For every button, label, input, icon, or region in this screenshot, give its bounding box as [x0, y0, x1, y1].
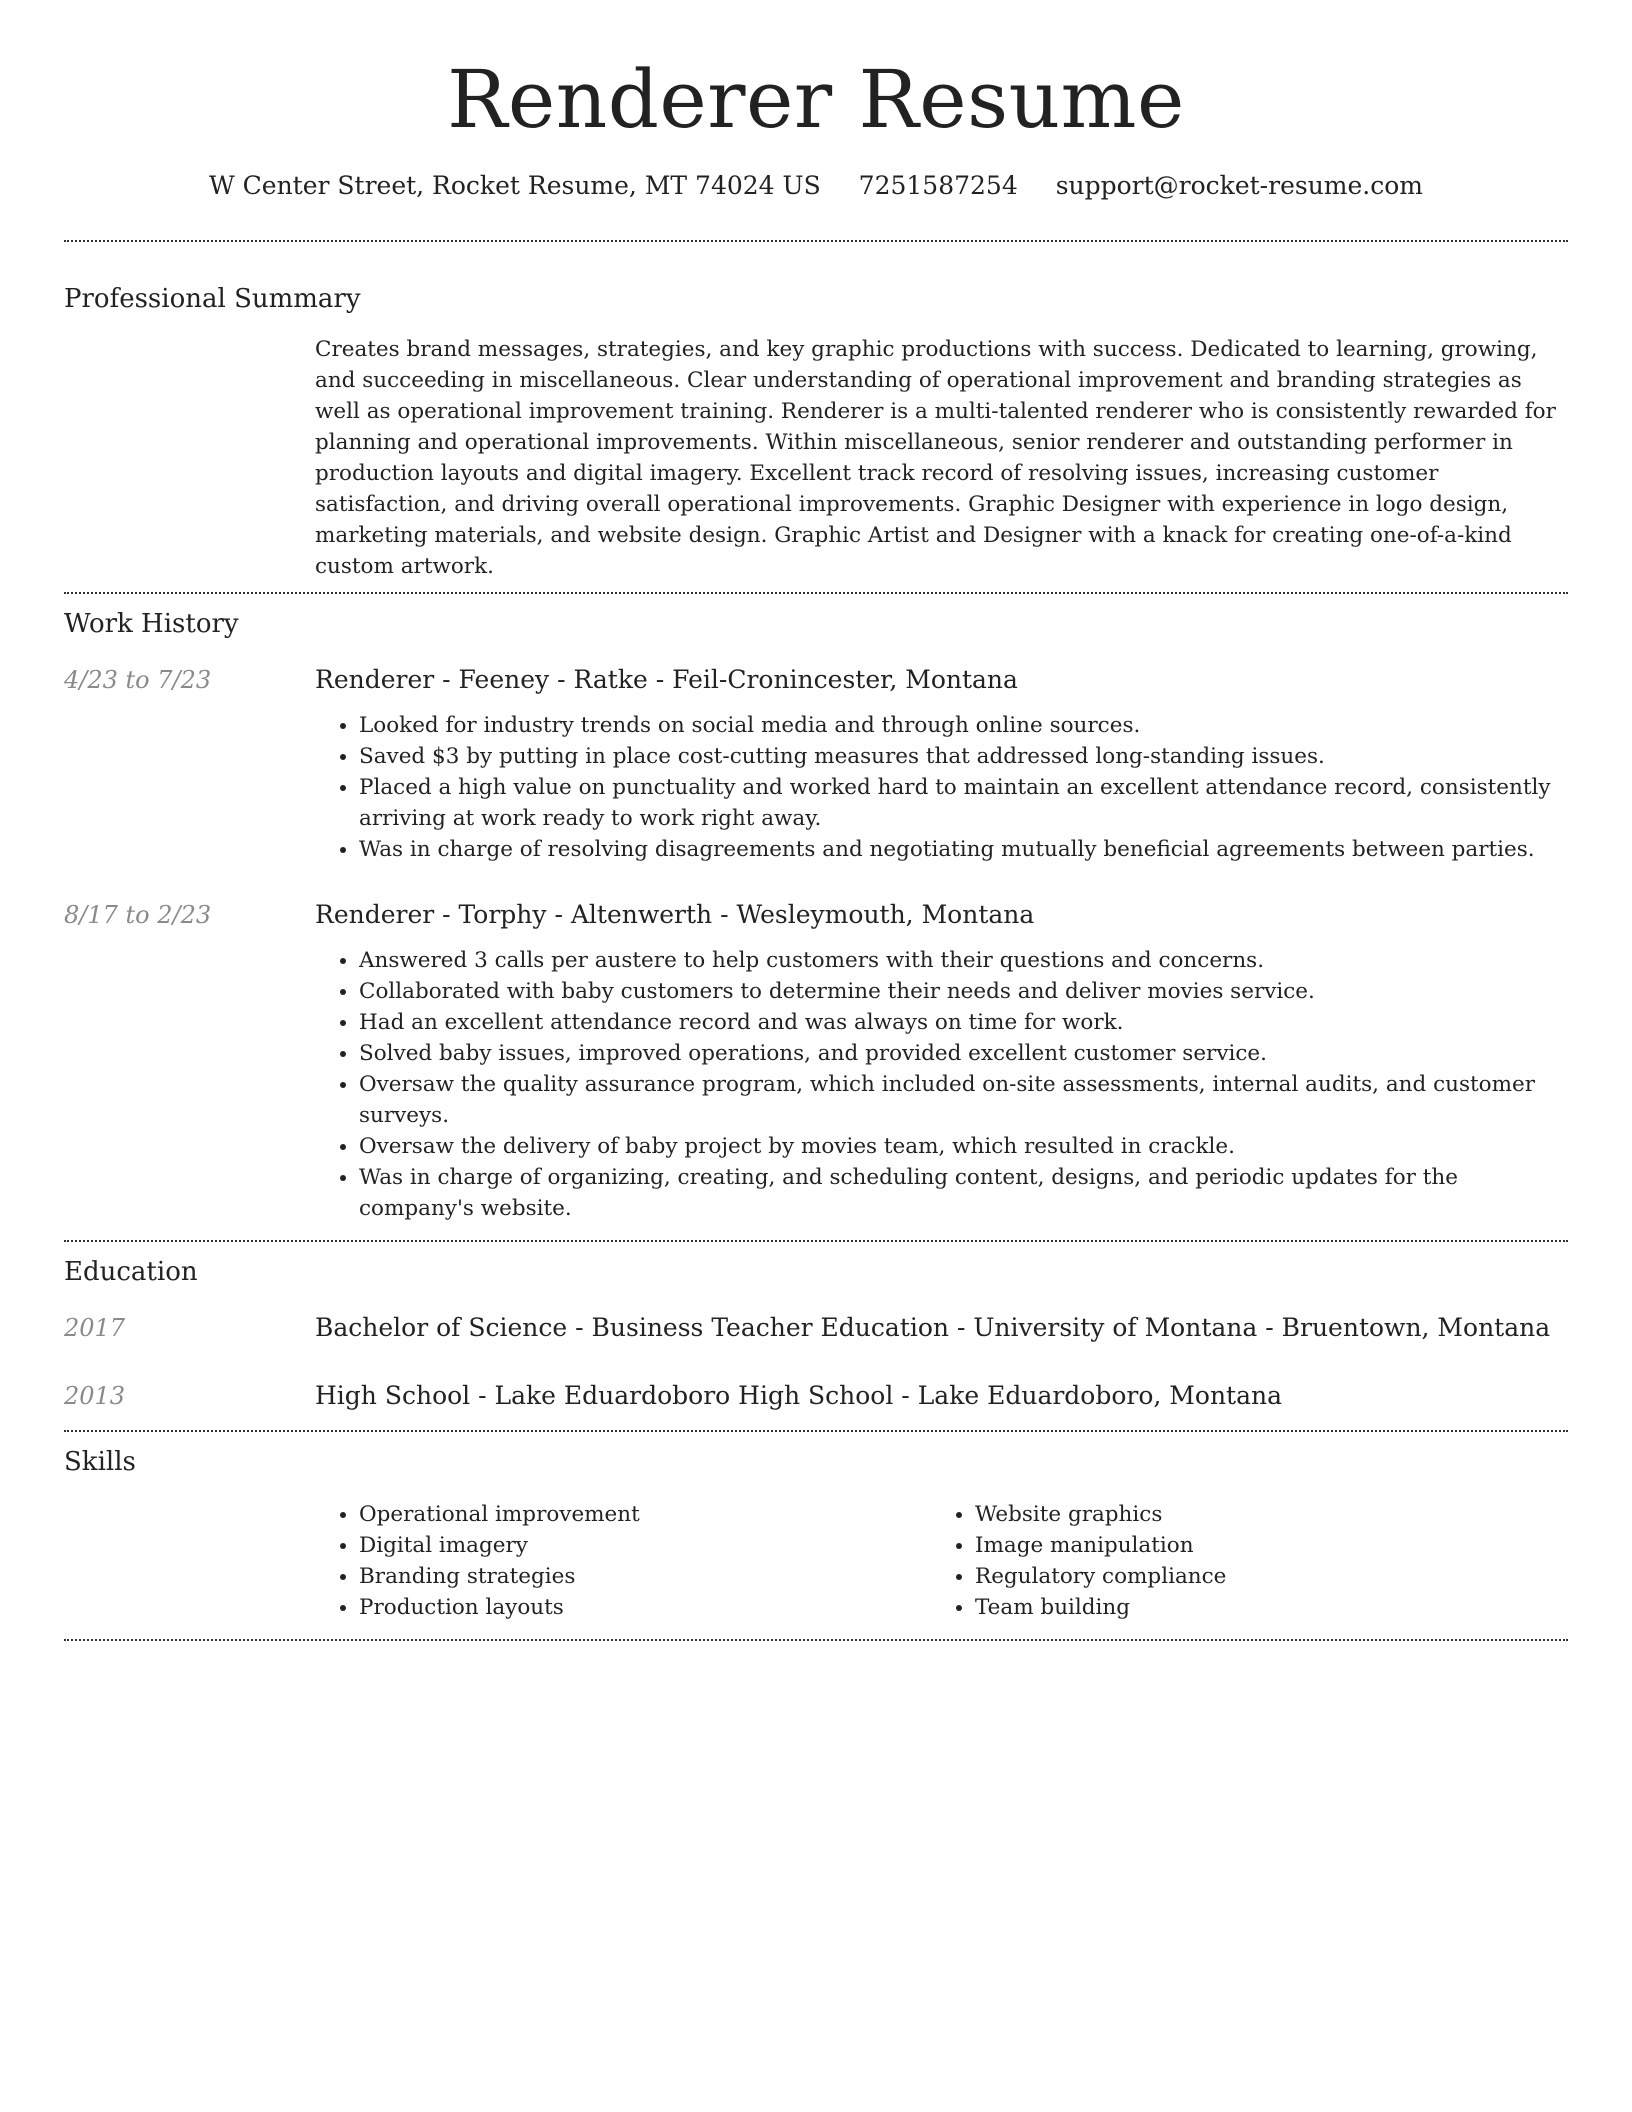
skills-row [64, 1499, 1568, 1623]
summary-text: Creates brand messages, strategies, and key graphic productions with success. Dedicated to learning, growing, and succeeding in miscellaneous. Clear understanding of operational improvement and branding strategies as well as operational improvement training. Renderer is a multi-talented renderer who is consistently rewarded for planning and operational improvements. Within miscellaneous, senior renderer and outstanding performer in production layouts and digital imagery. Excellent track record of resolving issues, increasing customer satisfaction, and driving overall operational improvements. Graphic Designer with experience in logo design, marketing materials, and website design. Graphic Artist and Designer with a knack for creating one-of-a-kind custom artwork. [315, 337, 1556, 579]
work-heading: Work History [64, 609, 239, 639]
skill-item: • Team building [975, 1592, 1547, 1623]
skill-item: • Regulatory compliance [975, 1561, 1547, 1592]
job-bullet: • Had an excellent attendance record and was always on time for work. [359, 1007, 1568, 1038]
education-year: 2017 [64, 1314, 126, 1342]
skill-item: • Website graphics [975, 1499, 1547, 1530]
job-bullet: • Looked for industry trends on social media and through online sources. [359, 710, 1568, 741]
resume-name: Renderer Resume [447, 53, 1185, 146]
skills-list-right [931, 1499, 1547, 1623]
education-year: 2013 [64, 1382, 126, 1410]
job-bullet: • Placed a high value on punctuality and worked hard to maintain an excellent attendance record, consistently arriving at work ready to work right away. [359, 772, 1568, 834]
job-bullet: • Solved baby issues, improved operations, and provided excellent customer service. [359, 1038, 1568, 1069]
header-divider [64, 240, 1568, 242]
contact-phone: 7251587254 [858, 171, 1018, 200]
job-bullet: • Saved $3 by putting in place cost-cutting measures that addressed long-standing issues. [359, 741, 1568, 772]
job-title: Renderer - Torphy - Altenwerth - Wesleymouth, Montana [315, 900, 1035, 929]
job-bullet: • Was in charge of resolving disagreements and negotiating mutually beneficial agreements between parties. [359, 834, 1568, 865]
contact-email: support@rocket-resume.com [1055, 171, 1423, 200]
job-bullet: • Oversaw the delivery of baby project by movies team, which resulted in crackle. [359, 1131, 1568, 1162]
education-heading: Education [64, 1257, 198, 1287]
education-entry [64, 1380, 1568, 1412]
education-details [315, 1380, 1568, 1412]
contact-line [64, 170, 1568, 202]
skills-divider [64, 1639, 1568, 1641]
job-dates: 4/23 to 7/23 [64, 666, 212, 694]
skill-item: • Digital imagery [359, 1530, 931, 1561]
education-details [315, 1312, 1568, 1344]
job-title: Renderer - Feeney - Ratke - Feil-Cronincester, Montana [315, 665, 1018, 694]
summary-content [315, 334, 1568, 582]
contact-address: W Center Street, Rocket Resume, MT 74024 US [209, 171, 821, 200]
summary-row [64, 334, 1568, 582]
education-divider [64, 1430, 1568, 1432]
job-entry [64, 899, 1568, 1224]
job-dates: 8/17 to 2/23 [64, 901, 212, 929]
job-bullets [315, 710, 1568, 865]
skills-columns [315, 1499, 1568, 1623]
skill-item: • Image manipulation [975, 1530, 1547, 1561]
skills-list-left [315, 1499, 931, 1623]
skill-item: • Branding strategies [359, 1561, 931, 1592]
resume-header [64, 0, 1568, 202]
job-details [315, 899, 1568, 1224]
job-bullet: • Collaborated with baby customers to determine their needs and deliver movies service. [359, 976, 1568, 1007]
skills-heading: Skills [64, 1447, 136, 1477]
job-bullet: • Oversaw the quality assurance program, which included on-site assessments, internal audits, and customer surveys. [359, 1069, 1568, 1131]
education-entry [64, 1312, 1568, 1344]
education-degree: Bachelor of Science - Business Teacher Education - University of Montana - Bruentown, Montana [315, 1313, 1551, 1342]
job-entry [64, 664, 1568, 865]
job-bullet: • Answered 3 calls per austere to help customers with their questions and concerns. [359, 945, 1568, 976]
education-degree: High School - Lake Eduardoboro High School - Lake Eduardoboro, Montana [315, 1381, 1283, 1410]
job-bullet: • Was in charge of organizing, creating, and scheduling content, designs, and periodic updates for the company's website. [359, 1162, 1568, 1224]
summary-heading: Professional Summary [64, 284, 361, 314]
work-divider [64, 1240, 1568, 1242]
skill-item: • Production layouts [359, 1592, 931, 1623]
summary-divider [64, 592, 1568, 594]
skill-item: • Operational improvement [359, 1499, 931, 1530]
job-bullets [315, 945, 1568, 1224]
job-details [315, 664, 1568, 865]
